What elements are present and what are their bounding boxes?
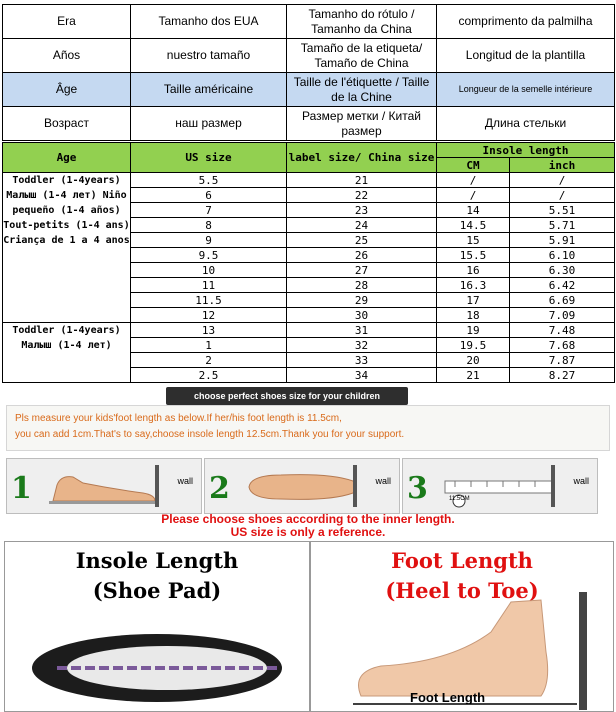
us-size-cell: 7 [131, 203, 287, 218]
warning-line: US size is only a reference. [230, 525, 386, 539]
header-cell: наш размер [131, 107, 287, 141]
wall-label: wall [375, 476, 391, 486]
cm-cell: 16 [437, 263, 510, 278]
china-size-cell: 28 [287, 278, 437, 293]
us-size-cell: 2 [131, 353, 287, 368]
inch-cell: 7.48 [510, 323, 615, 338]
size-guide-banner: choose perfect shoes size for your children [166, 387, 408, 405]
measure-note-line: you can add 1cm.That's to say,choose insole length 12.5cm.Thank you for your support. [15, 429, 405, 440]
us-size-cell: 6 [131, 188, 287, 203]
header-cell: comprimento da palmilha [437, 5, 615, 39]
us-size-header: US size [131, 143, 287, 173]
header-cell: Longitud de la plantilla [437, 39, 615, 73]
cm-cell: 15 [437, 233, 510, 248]
inch-cell: / [510, 173, 615, 188]
china-size-cell: 25 [287, 233, 437, 248]
header-cell: nuestro tamaño [131, 39, 287, 73]
wall-label: wall [177, 476, 193, 486]
header-row [3, 5, 615, 39]
ruler-icon [439, 467, 559, 509]
cm-cell: / [437, 173, 510, 188]
header-cell: Era [3, 5, 131, 39]
us-size-cell: 1 [131, 338, 287, 353]
inch-header: inch [510, 158, 615, 173]
measure-note [6, 405, 610, 451]
inch-cell: / [510, 188, 615, 203]
header-row [3, 107, 615, 141]
us-size-cell: 2.5 [131, 368, 287, 383]
inch-cell: 7.87 [510, 353, 615, 368]
age-group-cell: Toddler (1-4years) Малыш (1-4 лет) Niño pequeño (1-4 años) Tout-petits (1-4 ans) Criança de 1 a 4 anos [3, 173, 131, 323]
measure-mark: 11.5CM [449, 496, 470, 502]
header-cell: Años [3, 39, 131, 73]
insole-title: Insole Length [75, 548, 239, 573]
china-size-cell: 32 [287, 338, 437, 353]
inch-cell: 6.30 [510, 263, 615, 278]
header-cell: Длина стельки [437, 107, 615, 141]
header-cell: Размер метки / Китай размер [287, 107, 437, 141]
header-cell: Возраст [3, 107, 131, 141]
measure-step-3 [402, 458, 598, 514]
us-size-cell: 11 [131, 278, 287, 293]
header-cell: Tamanho do rótulo / Tamanho da China [287, 5, 437, 39]
china-size-cell: 30 [287, 308, 437, 323]
inch-cell: 5.71 [510, 218, 615, 233]
us-size-cell: 9 [131, 233, 287, 248]
measure-step-1 [6, 458, 202, 514]
us-size-cell: 11.5 [131, 293, 287, 308]
insole-length-header: Insole length [437, 143, 615, 158]
cm-header: CM [437, 158, 510, 173]
wall-label: wall [573, 476, 589, 486]
step-number: 3 [407, 471, 428, 506]
foot-title: Foot Length [391, 548, 533, 573]
foot-top-icon [241, 469, 361, 505]
china-size-cell: 27 [287, 263, 437, 278]
header-row [3, 73, 615, 107]
us-size-cell: 5.5 [131, 173, 287, 188]
us-size-cell: 13 [131, 323, 287, 338]
step-number: 2 [209, 471, 230, 506]
wall-line [551, 465, 555, 507]
header-cell: Taille de l'étiquette / Taille de la Chine [287, 73, 437, 107]
header-cell: Âge [3, 73, 131, 107]
header-cell: Tamaño de la etiqueta/ Tamaño de China [287, 39, 437, 73]
measure-note-line: Pls measure your kids'foot length as below.If her/his foot length is 11.5cm, [15, 413, 342, 424]
us-size-cell: 10 [131, 263, 287, 278]
foot-length-panel [310, 541, 614, 712]
header-cell: Tamanho dos EUA [131, 5, 287, 39]
cm-cell: 17 [437, 293, 510, 308]
cm-cell: 18 [437, 308, 510, 323]
wall-line [353, 465, 357, 507]
cm-cell: 16.3 [437, 278, 510, 293]
cm-cell: / [437, 188, 510, 203]
foot-subtitle: (Heel to Toe) [385, 578, 539, 603]
cm-cell: 15.5 [437, 248, 510, 263]
us-size-cell: 12 [131, 308, 287, 323]
foot-side-icon [43, 467, 163, 509]
header-cell: Longueur de la semelle intérieure [437, 73, 615, 107]
china-size-cell: 33 [287, 353, 437, 368]
inch-cell: 5.51 [510, 203, 615, 218]
foot-length-label: Foot Length [410, 690, 486, 705]
insole-subtitle: (Shoe Pad) [92, 578, 222, 603]
inch-cell: 7.68 [510, 338, 615, 353]
china-size-cell: 21 [287, 173, 437, 188]
shoe-pad-icon [27, 628, 297, 708]
china-size-cell: 31 [287, 323, 437, 338]
cm-cell: 14.5 [437, 218, 510, 233]
inch-cell: 6.42 [510, 278, 615, 293]
header-row [3, 39, 615, 73]
cm-cell: 19.5 [437, 338, 510, 353]
china-size-cell: 34 [287, 368, 437, 383]
age-header: Age [3, 143, 131, 173]
cm-cell: 20 [437, 353, 510, 368]
multilingual-header-table [2, 4, 615, 141]
size-chart-table [2, 142, 615, 383]
inch-cell: 6.69 [510, 293, 615, 308]
inch-cell: 5.91 [510, 233, 615, 248]
warning-line: Please choose shoes according to the inner length. [161, 512, 455, 526]
header-cell: Taille américaine [131, 73, 287, 107]
china-size-cell: 23 [287, 203, 437, 218]
us-size-cell: 9.5 [131, 248, 287, 263]
wall-line [155, 465, 159, 507]
insole-length-panel [4, 541, 310, 712]
china-size-cell: 22 [287, 188, 437, 203]
age-group-cell: Toddler (1-4years) Малыш (1-4 лет) [3, 323, 131, 383]
china-size-cell: 24 [287, 218, 437, 233]
china-size-cell: 26 [287, 248, 437, 263]
china-size-header: label size/ China size [287, 143, 437, 173]
cm-cell: 21 [437, 368, 510, 383]
inch-cell: 6.10 [510, 248, 615, 263]
cm-cell: 14 [437, 203, 510, 218]
china-size-cell: 29 [287, 293, 437, 308]
step-number: 1 [11, 471, 32, 506]
cm-cell: 19 [437, 323, 510, 338]
inch-cell: 8.27 [510, 368, 615, 383]
inch-cell: 7.09 [510, 308, 615, 323]
measure-step-2 [204, 458, 400, 514]
us-size-cell: 8 [131, 218, 287, 233]
